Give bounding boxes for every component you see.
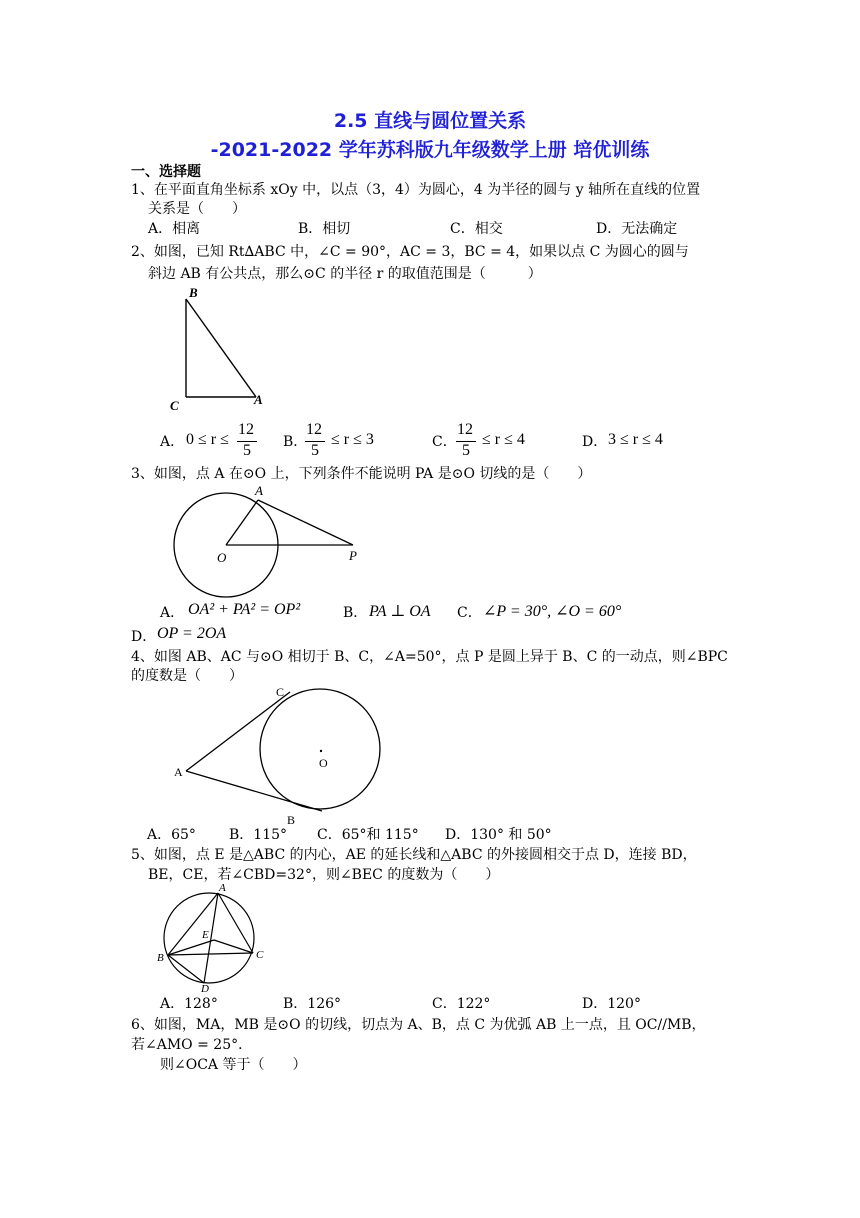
q3-option-c-letter: C．: [457, 605, 482, 621]
q4-option-c: C．65°和 115°: [317, 827, 419, 843]
q3-option-c-expr: ∠P = 30°, ∠O = 60°: [483, 603, 622, 620]
q2-option-b-right: ≤ r ≤ 3: [331, 431, 374, 448]
q5-text-line2: BE，CE，若∠CBD=32°，则∠BEC 的度数为（ ）: [148, 867, 500, 883]
q2-option-c-num: 12: [457, 421, 473, 438]
q4-option-a: A．65°: [147, 827, 196, 843]
q5-option-b: B．126°: [283, 996, 342, 1012]
q1-option-c: C．相交: [450, 221, 503, 237]
q3-option-b-letter: B．: [343, 605, 368, 621]
q4-label-a: A: [174, 765, 183, 779]
q3-circle-tangent-figure: [165, 480, 375, 600]
q2-option-b-num: 12: [306, 421, 322, 438]
q3-label-o: O: [217, 550, 227, 565]
q2-label-a: A: [254, 392, 263, 407]
q4-option-b: B．115°: [229, 827, 288, 843]
q3-text-line1: 3、如图，点 A 在⊙O 上，下列条件不能说明 PA 是⊙O 切线的是（ ）: [131, 466, 592, 482]
q1-option-b: B．相切: [298, 221, 351, 237]
q2-option-d-left: 3 ≤ r ≤ 4: [608, 431, 663, 448]
q2-option-c-letter: C．: [432, 434, 457, 450]
q5-label-a: A: [219, 882, 226, 894]
q2-option-c-right: ≤ r ≤ 4: [482, 431, 525, 448]
q4-option-d: D．130° 和 50°: [445, 827, 552, 843]
q4-label-b: B: [287, 813, 296, 825]
q2-text-line2: 斜边 AB 有公共点，那么⊙C 的半径 r 的取值范围是（ ）: [148, 266, 542, 282]
q3-option-d-letter: D．: [131, 629, 157, 645]
q2-option-a-num: 12: [238, 421, 254, 438]
q2-option-a-letter: A．: [160, 434, 185, 450]
q2-triangle-figure: [160, 282, 280, 412]
q2-label-c: C: [170, 398, 179, 412]
q2-option-d-letter: D．: [582, 434, 608, 450]
q5-label-e: E: [202, 929, 209, 941]
q5-label-c: C: [256, 949, 264, 961]
q3-label-p: P: [349, 548, 357, 563]
q2-option-c-den: 5: [462, 442, 470, 459]
q5-label-d: D: [201, 983, 209, 992]
q3-label-a: A: [255, 483, 263, 498]
q2-option-b-den: 5: [311, 442, 319, 459]
q4-label-o: O: [319, 756, 328, 770]
q5-option-d: D．120°: [582, 996, 641, 1012]
page-subtitle: -2021-2022 学年苏科版九年级数学上册 培优训练: [210, 139, 650, 161]
q6-text-line3: 则∠OCA 等于（ ）: [160, 1057, 307, 1073]
q2-text-line1: 2、如图，已知 Rt∆ABC 中，∠C = 90°，AC = 3，BC = 4，如果以点 C 为圆心的圆与: [131, 244, 689, 260]
q3-option-b-expr: PA ⊥ OA: [369, 603, 431, 620]
q5-label-b: B: [157, 952, 164, 964]
q2-option-a-left: 0 ≤ r ≤: [186, 431, 229, 448]
q5-option-a: A．128°: [160, 996, 218, 1012]
q4-text-line2: 的度数是（ ）: [131, 668, 243, 684]
q3-option-a-letter: A．: [160, 605, 185, 621]
q1-text-line1: 1、在平面直角坐标系 xOy 中，以点（3，4）为圆心，4 为半径的圆与 y 轴所在直线的位置: [131, 182, 701, 198]
q2-option-b-letter: B．: [283, 434, 308, 450]
q4-tangents-figure: [170, 683, 390, 825]
q6-text-line1: 6、如图，MA，MB 是⊙O 的切线，切点为 A、B，点 C 为优弧 AB 上一点，且 OC//MB，: [131, 1017, 706, 1033]
q5-text-line1: 5、如图，点 E 是△ABC 的内心，AE 的延长线和△ABC 的外接圆相交于点 D，连接 BD，: [131, 847, 697, 863]
q5-option-c: C．122°: [432, 996, 491, 1012]
q1-text-line2: 关系是（ ）: [148, 201, 246, 217]
q2-label-b: B: [189, 285, 198, 300]
q3-option-a-expr: OA² + PA² = OP²: [188, 601, 301, 618]
q1-option-a: A．相离: [148, 221, 201, 237]
q1-option-d: D．无法确定: [596, 221, 678, 237]
q4-text-line1: 4、如图 AB、AC 与⊙O 相切于 B、C，∠A=50°，点 P 是圆上异于 B、C 的一动点，则∠BPC: [131, 649, 728, 665]
q5-incenter-figure: [152, 880, 272, 992]
q2-option-a-den: 5: [243, 442, 251, 459]
q3-option-d-expr: OP = 2OA: [157, 625, 227, 642]
q6-text-line2: 若∠AMO = 25°．: [131, 1037, 253, 1053]
q4-label-c: C: [276, 685, 285, 699]
page-title: 2.5 直线与圆位置关系: [333, 110, 527, 132]
section-heading: 一、选择题: [131, 164, 201, 180]
